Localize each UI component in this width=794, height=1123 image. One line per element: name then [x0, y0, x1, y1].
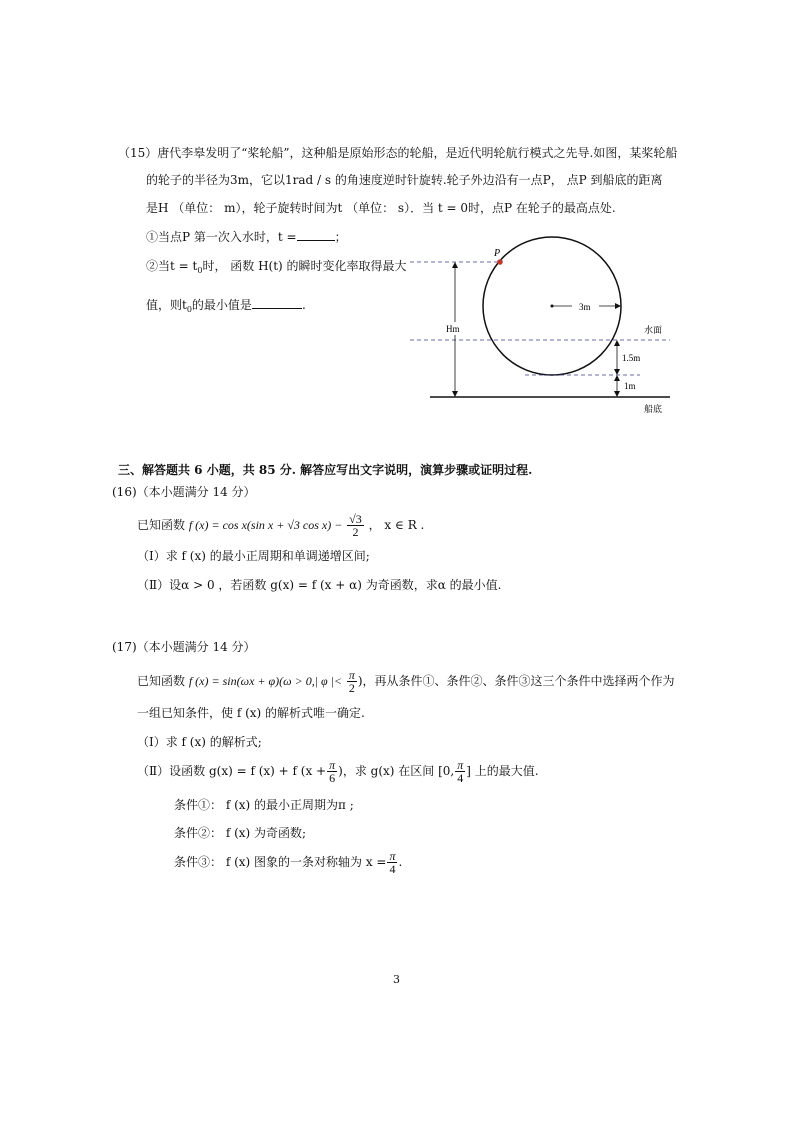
section3-title: 三、解答题共 6 小题，共 85 分. 解答应写出文字说明，演算步骤或证明过程. — [118, 463, 533, 477]
bottom-gap-label: 1m — [624, 381, 636, 391]
q17-part1: （Ⅰ）求 f (x) 的解析式; — [137, 735, 262, 749]
page-number: 3 — [393, 973, 400, 986]
q17-condition-2: 条件②： f (x) 为奇函数; — [174, 826, 307, 840]
q15-sub1-end: ； — [334, 230, 347, 244]
q15-sub2-text-a: ②当t = t — [146, 259, 198, 273]
q15-sub2-text-d: 的最小值是 — [191, 298, 252, 312]
q15-sub2-text-b: 时， 函数 H(t) 的瞬时变化率取得最大 — [202, 259, 407, 273]
q17-part2-frac-num: π — [329, 758, 336, 772]
q16-part1: （Ⅰ）求 f (x) 的最小正周期和单调递增区间; — [137, 549, 370, 563]
q17-part2-text-c: ] 上的最大值. — [466, 764, 539, 778]
q16-frac-num: √3 — [349, 512, 362, 526]
q17-part2-text-b: )，求 g(x) 在区间 [0, — [338, 764, 455, 778]
q17-fraction — [347, 669, 357, 694]
radius-label: 3m — [579, 302, 591, 312]
q17-given — [137, 668, 675, 694]
water-label: 水面 — [644, 325, 663, 335]
gap-arrow-bottom — [614, 369, 620, 375]
h-arrow-bottom — [452, 391, 458, 397]
q17-part2-frac2-num: π — [457, 758, 464, 772]
h-label: Hm — [446, 324, 460, 334]
q16-part2: （Ⅱ）设α > 0 ，若函数 g(x) = f (x + α) 为奇函数，求α 的最小值. — [137, 578, 502, 592]
q17-given-cont: 一组已知条件，使 f (x) 的解析式唯一确定. — [137, 706, 365, 720]
q15-line1: （15）唐代李皋发明了“桨轮船”，这种船是原始形态的轮船，是近代明轮航行模式之先导.如图，某桨轮船 — [118, 146, 678, 160]
q17-cond3-fraction — [387, 850, 397, 875]
q17-frac-num: π — [348, 668, 355, 682]
q15-sub2-subscript-2: 0 — [186, 305, 192, 314]
q16-header: (16)（本小题满分 14 分） — [112, 485, 256, 499]
bottom-gap-arrow-top — [614, 375, 620, 381]
bottom-gap-arrow-bottom — [614, 391, 620, 397]
answer-blank-1[interactable] — [297, 228, 335, 241]
q17-condition-3 — [174, 849, 402, 875]
point-p — [497, 259, 503, 265]
q15-sub2 — [146, 258, 407, 279]
q17-part2-frac2-den: 4 — [457, 771, 464, 785]
gap-label: 1.5m — [622, 353, 641, 363]
radius-arrowhead — [615, 303, 621, 309]
q15-sub2-text-c: 值，则t — [146, 298, 187, 312]
gap-arrow-top — [614, 340, 620, 346]
q15-sub2-text-e: . — [301, 298, 306, 312]
point-p-label: P — [494, 248, 501, 259]
q17-part2 — [137, 758, 539, 784]
q16-given — [137, 512, 424, 538]
q15-sub1-text: ①当点P 第一次入水时，t = — [146, 230, 297, 244]
q16-given-text: 已知函数 — [137, 518, 186, 532]
floor-label: 船底 — [644, 404, 663, 414]
q15-sub2-subscript: 0 — [197, 266, 203, 275]
paddle-wheel-figure — [400, 230, 690, 420]
q17-given-text: 已知函数 — [137, 674, 186, 688]
q17-cond3-frac-den: 4 — [389, 862, 396, 876]
q16-domain: ， x ∈ R . — [368, 518, 425, 532]
q17-frac-den: 2 — [348, 681, 355, 695]
q17-cond3-frac-num: π — [389, 849, 396, 863]
q16-fraction — [347, 513, 364, 538]
q15-sub2-cont — [146, 296, 306, 318]
q17-header: (17)（本小题满分 14 分） — [112, 640, 256, 654]
q15-line2: 的轮子的半径为3m，它以1rad / s 的角速度逆时针旋转.轮子外边沿有一点P， 点P 到船底的距离 — [146, 173, 663, 187]
q17-part2-text-a: （Ⅱ）设函数 g(x) = f (x) + f (x + — [137, 764, 327, 778]
q17-function: f (x) = sin(ωx + φ)(ω > 0,| φ |< — [188, 674, 343, 688]
h-arrow-top — [452, 262, 458, 268]
q16-function: f (x) = cos x(sin x + √3 cos x) − — [188, 518, 343, 532]
q15-line3: 是H （单位： m），轮子旋转时间为t （单位： s）．当 t = 0时，点P 在轮子的最高点处. — [146, 201, 616, 215]
q15-sub1 — [146, 228, 347, 245]
q17-cond3-text: 条件③： f (x) 图象的一条对称轴为 x = — [174, 855, 387, 869]
q17-given-text-b: )，再从条件①、条件②、条件③这三个条件中选择两个作为 — [357, 674, 675, 688]
q17-part2-fraction-2 — [455, 759, 465, 784]
q17-part2-fraction — [327, 759, 337, 784]
q16-frac-den: 2 — [352, 525, 359, 539]
answer-blank-2[interactable] — [252, 296, 302, 309]
q17-condition-1: 条件①： f (x) 的最小正周期为π ; — [174, 798, 354, 812]
q17-part2-frac-den: 6 — [329, 771, 336, 785]
q17-cond3-end: . — [398, 855, 403, 869]
